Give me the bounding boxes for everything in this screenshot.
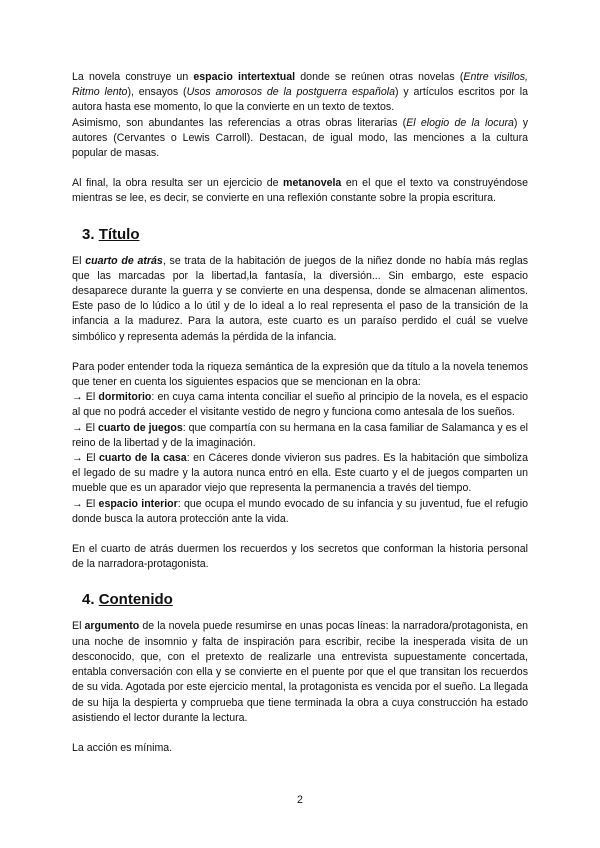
- argumento-paragraph: El argumento de la novela puede resumirse en unas pocas líneas: la narradora/protagonista, en una noche de insomnio y falta de inspiración para escribir, recibe la inesperada visita de un desconocido, que, con el pretexto de realizarle una entrevista supuestamente concertada, entabla conversación con ella y se convierte en el puente por que el que transitan los recuerdos de su vida. Agotada por este ejercicio mental, la protagonista es vencida por el sueño. La llegada de su hija la despierta y comprueba que tiene terminada la obra a cuya construcción ha estado asistiendo el lector durante la lectura.: [72, 620, 528, 724]
- section-number: 4.: [82, 591, 95, 609]
- section-title: Título: [98, 225, 140, 243]
- recuerdos-paragraph: En el cuarto de atrás duermen los recuerdos y los secretos que conforman la historia personal de la narradora-protagonista.: [72, 543, 528, 571]
- section-heading-contenido: [82, 590, 528, 610]
- references-paragraph: Asimismo, son abundantes las referencias a otras obras literarias (El elogio de la locura) y autores (Cervantes o Lewis Carroll). Destacan, de igual modo, las menciones a la cultura popular de masas.: [72, 116, 528, 160]
- metanovela-paragraph: Al final, la obra resulta ser un ejercicio de metanovela en el que el texto va construyéndose mientras se lee, es decir, se convierte en una reflexión constante sobre la propia escritura.: [72, 177, 528, 205]
- term-cuarto-de-atras: cuarto de atrás: [85, 254, 163, 267]
- list-item: → El cuarto de la casa: en Cáceres donde vivieron sus padres. Es la habitación que simboliza el legado de su madre y la autora nunca entró en ella. Este cuarto y el de juegos comparten un mueble que es un aparador viejo que representa la permanencia a través del tiempo.: [72, 452, 528, 495]
- section-heading-titulo: [82, 225, 528, 245]
- list-item: → El cuarto de juegos: que compartía con su hermana en la casa familiar de Salamanca y es el reino de la libertad y de la imaginación.: [72, 421, 528, 449]
- accion-paragraph: La acción es mínima.: [72, 741, 173, 754]
- title-usos-amorosos: Usos amorosos de la postguerra española: [186, 86, 395, 99]
- espacios-intro-paragraph: Para poder entender toda la riqueza semántica de la expresión que da título a la novela tenemos que tener en cuenta los siguientes espacios que se mencionan en la obra:: [72, 360, 528, 389]
- page-number: 2: [297, 794, 303, 806]
- section-title: Contenido: [98, 591, 173, 609]
- title-entre-visillos: Entre visillos, Ritmo lento: [72, 71, 529, 99]
- term-argumento: argumento: [84, 620, 140, 633]
- list-item: → El espacio interior: que ocupa el mundo evocado de su infancia y su juventud, fue el refugio donde busca la autora protección ante la vida.: [72, 497, 528, 525]
- intertextual-paragraph: La novela construye un espacio intertextual donde se reúnen otras novelas (Entre visillos, Ritmo lento), ensayos (Usos amorosos de la postguerra española) y artículos escritos por la autora hasta ese momento, lo que la convierte en un texto de textos.: [72, 71, 529, 114]
- section-number: 3.: [82, 225, 95, 243]
- term-espacio-intertextual: espacio intertextual: [193, 71, 296, 83]
- list-item: → El dormitorio: en cuya cama intenta conciliar el sueño al principio de la novela, es el espacio al que no podrá acceder el visitante vestido de negro y funciona como antesala de los sueños.: [72, 391, 528, 419]
- title-elogio-locura: El elogio de la locura: [406, 116, 514, 129]
- cuarto-paragraph: El cuarto de atrás, se trata de la habitación de juegos de la niñez donde no había más reglas que las marcadas por la libertad,la fantasía, la diversión... Sin embargo, este espacio desaparece durante la guerra y se convierte en una despensa, donde se almacenan alimentos. Este paso de lo lúdico a lo útil y de lo ideal a lo real representa el paso de la transición de la infancia a la madurez. Para la autora, este cuarto es un paraíso perdido el cuál se vuelve simbólico y representa además la pérdida de la infancia.: [72, 254, 529, 343]
- term-metanovela: metanovela: [283, 177, 342, 190]
